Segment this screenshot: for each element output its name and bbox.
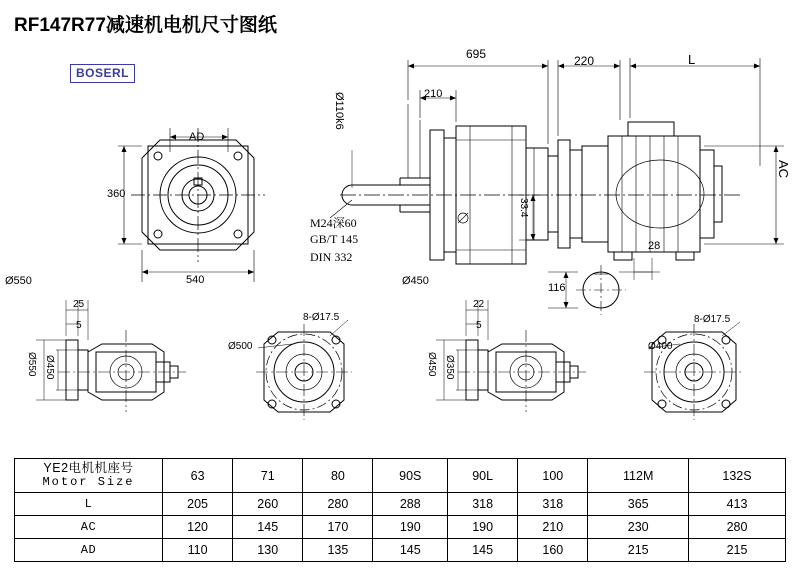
table-cell: 130 <box>233 539 303 562</box>
label-28: 28 <box>648 240 661 252</box>
label-25: 25 <box>73 299 85 310</box>
table-cell: 288 <box>373 493 448 516</box>
table-cell: 145 <box>373 539 448 562</box>
table-cell: 215 <box>689 539 786 562</box>
label-5-left: 5 <box>76 320 82 331</box>
label-360: 360 <box>107 188 126 200</box>
label-gbt145: GB/T 145 <box>310 232 359 246</box>
table-col-header: 90S <box>373 459 448 493</box>
table-col-header: 63 <box>163 459 233 493</box>
table-cell: 135 <box>303 539 373 562</box>
table-col-header: 71 <box>233 459 303 493</box>
label-dia-110k6: Ø110k6 <box>333 92 345 130</box>
table-row <box>15 516 786 539</box>
label-dia-400: Ø400 <box>648 341 673 352</box>
label-dia-350-vertical: Ø350 <box>444 355 455 380</box>
label-22: 22 <box>473 299 485 310</box>
table-cell: 170 <box>303 516 373 539</box>
table-cell: 160 <box>518 539 588 562</box>
label-540: 540 <box>186 274 205 286</box>
table-cell: 413 <box>689 493 786 516</box>
table-cell: 190 <box>373 516 448 539</box>
brand-logo: BOSERL <box>70 64 135 83</box>
label-210: 210 <box>424 88 443 100</box>
table-cell: 280 <box>303 493 373 516</box>
table-col-header: 132S <box>689 459 786 493</box>
table-col-header: 80 <box>303 459 373 493</box>
table-cell: 260 <box>233 493 303 516</box>
table-cell: 318 <box>448 493 518 516</box>
table-rowhead-l: L <box>15 493 163 516</box>
table-cell: 365 <box>588 493 689 516</box>
table-col-header: 112M <box>588 459 689 493</box>
label-695: 695 <box>466 47 487 61</box>
table-row <box>15 493 786 516</box>
table-rowhead-ad: AD <box>15 539 163 562</box>
table-cell: 190 <box>448 516 518 539</box>
table-col-header: 90L <box>448 459 518 493</box>
table-header-row <box>15 459 786 493</box>
label-dia-450-vertical: Ø450 <box>44 355 55 380</box>
table-rowhead-ac: AC <box>15 516 163 539</box>
table-cell: 230 <box>588 516 689 539</box>
table-cell: 120 <box>163 516 233 539</box>
table-cell: 280 <box>689 516 786 539</box>
table-cell: 318 <box>518 493 588 516</box>
label-dia-500: Ø500 <box>228 341 253 352</box>
table-cell: 205 <box>163 493 233 516</box>
table-col-header: 100 <box>518 459 588 493</box>
table-cell: 215 <box>588 539 689 562</box>
table-cell: 145 <box>233 516 303 539</box>
label-33-4: 33.4 <box>518 198 529 218</box>
table-rowhead-motor-size <box>15 459 163 493</box>
table-cell: 210 <box>518 516 588 539</box>
label-holes-right: 8-Ø17.5 <box>694 314 731 325</box>
label-dia-450-vertical-2: Ø450 <box>426 352 437 377</box>
rowhead-line1: YE2电机机座号 <box>43 461 134 476</box>
label-dia-550-vertical: Ø550 <box>26 352 37 377</box>
label-ac: AC <box>776 160 791 179</box>
table-cell: 145 <box>448 539 518 562</box>
label-116: 116 <box>548 282 566 294</box>
label-dia-450: Ø450 <box>402 275 429 287</box>
page-title: RF147R77减速机电机尺寸图纸 <box>14 15 277 36</box>
label-dia-550: Ø550 <box>5 275 32 287</box>
label-l: L <box>688 52 696 67</box>
label-din332: DIN 332 <box>310 250 353 264</box>
label-220: 220 <box>574 54 595 68</box>
label-ad: AD <box>189 131 205 143</box>
motor-size-table <box>14 458 786 562</box>
label-m24: M24深60 <box>310 216 357 230</box>
label-holes-left: 8-Ø17.5 <box>303 312 340 323</box>
table-row <box>15 539 786 562</box>
table-cell: 110 <box>163 539 233 562</box>
rowhead-line2: Motor Size <box>42 474 135 489</box>
label-5-right: 5 <box>476 320 482 331</box>
